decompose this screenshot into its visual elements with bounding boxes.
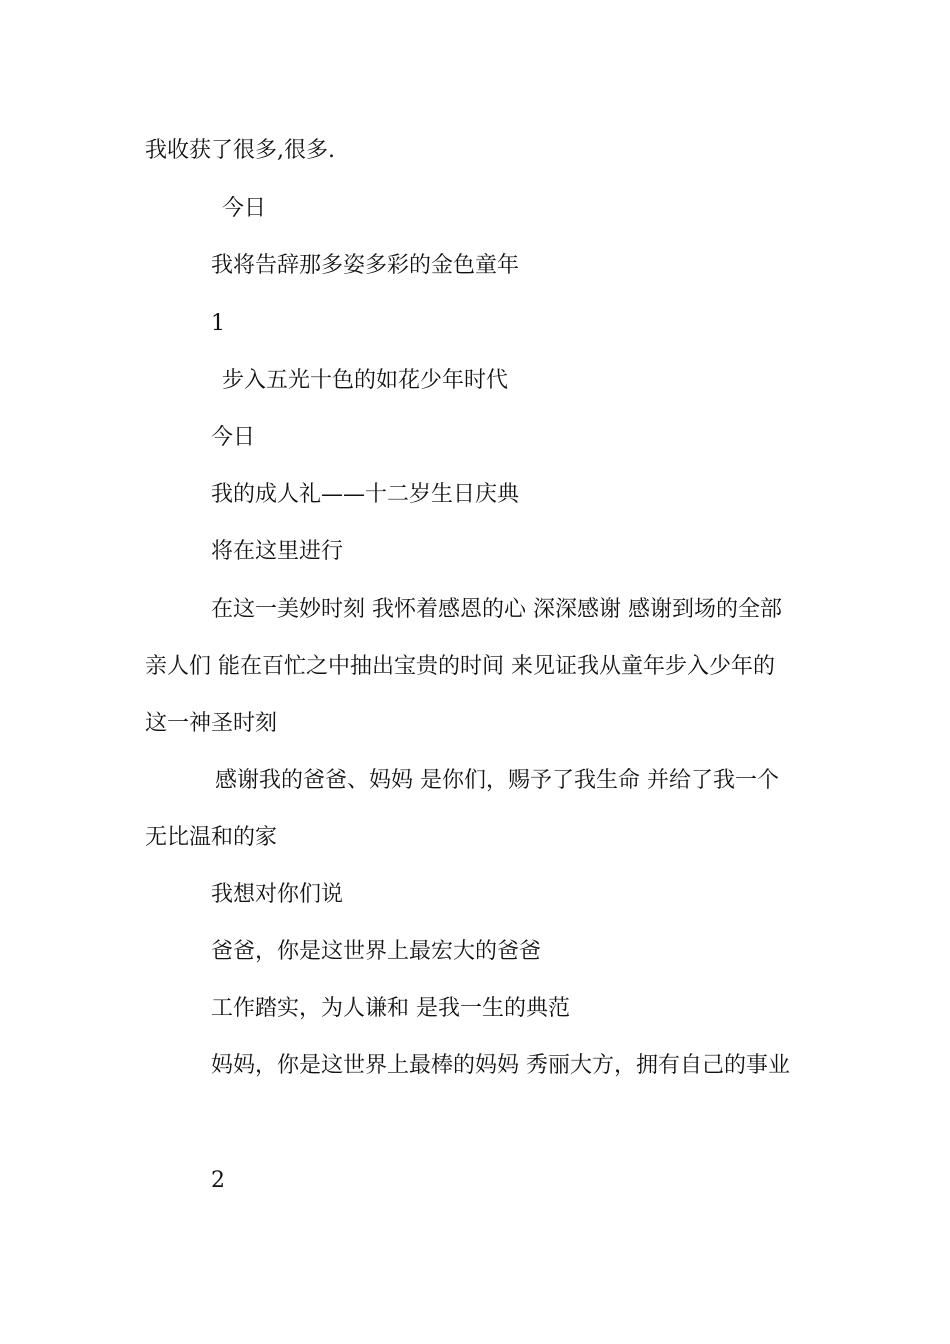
text-line: 步入五光十色的如花少年时代 xyxy=(222,368,509,393)
text-line: 工作踏实，为人谦和 是我一生的典范 xyxy=(211,996,570,1021)
page-number: 2 xyxy=(211,1168,225,1193)
text-line: 我将告辞那多姿多彩的金色童年 xyxy=(211,253,520,278)
text-line: 在这一美妙时刻 我怀着感恩的心 深深感谢 感谢到场的全部 xyxy=(211,597,782,622)
text-line: 今日 xyxy=(211,425,256,450)
text-line: 将在这里进行 xyxy=(211,539,344,564)
text-line: 我收获了很多,很多. xyxy=(145,138,335,163)
text-line: 亲人们 能在百忙之中抽出宝贵的时间 来见证我从童年步入少年的 xyxy=(145,654,775,679)
text-line: 今日 xyxy=(222,196,267,221)
page-number: 1 xyxy=(211,311,225,336)
text-line: 妈妈，你是这世界上最棒的妈妈 秀丽大方，拥有自己的事业 xyxy=(211,1053,790,1078)
text-line: 我的成人礼——十二岁生日庆典 xyxy=(211,482,520,507)
text-line: 我想对你们说 xyxy=(211,882,344,907)
text-line: 感谢我的爸爸、妈妈 是你们，赐予了我生命 并给了我一个 xyxy=(215,768,779,793)
text-line: 爸爸，你是这世界上最宏大的爸爸 xyxy=(211,939,542,964)
text-line: 无比温和的家 xyxy=(145,825,278,850)
text-line: 这一神圣时刻 xyxy=(145,711,278,736)
